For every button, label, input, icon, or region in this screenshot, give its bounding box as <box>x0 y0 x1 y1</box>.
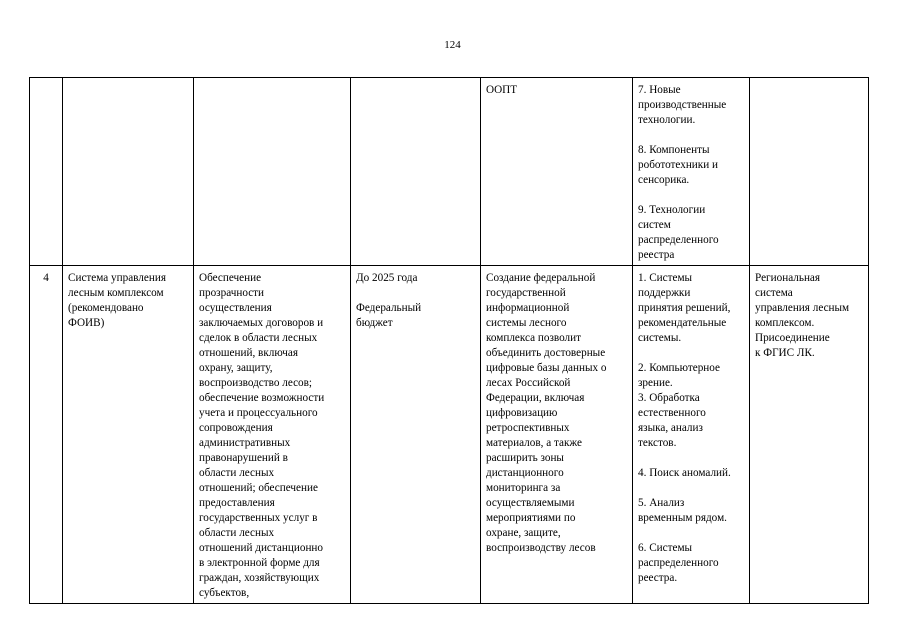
cell-description: Обеспечение прозрачности осуществления заключаемых договоров и сделок в области лесных отношений, включая охрану, защиту, воспроизводство лесов; обеспечение возможности учета и процессуального сопровождения административных правонарушений в области лесных отношений; обеспечение предоставления государственных услуг в области лесных отношений дистанционно в электронной форме для граждан, хозяйствующих субъектов, <box>194 266 351 604</box>
cell-number <box>30 78 63 266</box>
cell-result: Создание федеральной государственной информационной системы лесного комплекса позволит объединить достоверные цифровые базы данных о лесах Российской Федерации, включая цифровизацию ретроспективных материалов, а также расширить зоны дистанционного мониторинга за осуществляемыми мероприятиями по охране, защите, воспроизводству лесов <box>481 266 633 604</box>
cell-notes <box>750 78 869 266</box>
table-row <box>30 78 869 266</box>
cell-timeline <box>351 78 481 266</box>
table-row <box>30 266 869 604</box>
cell-description <box>194 78 351 266</box>
document-table <box>29 77 869 604</box>
cell-result: ООПТ <box>481 78 633 266</box>
cell-number: 4 <box>30 266 63 604</box>
cell-name <box>63 78 194 266</box>
cell-technologies: 7. Новые производственные технологии. 8. Компоненты робототехники и сенсорика. 9. Технологии систем распределенного реестра <box>633 78 750 266</box>
cell-name: Система управления лесным комплексом (рекомендовано ФОИВ) <box>63 266 194 604</box>
cell-technologies: 1. Системы поддержки принятия решений, рекомендательные системы. 2. Компьютерное зрение. 3. Обработка естественного языка, анализ текстов. 4. Поиск аномалий. 5. Анализ временным рядом. 6. Системы распределенного реестра. <box>633 266 750 604</box>
cell-timeline: До 2025 года Федеральный бюджет <box>351 266 481 604</box>
cell-notes: Региональная система управления лесным комплексом. Присоединение к ФГИС ЛК. <box>750 266 869 604</box>
page-number: 124 <box>444 39 461 51</box>
